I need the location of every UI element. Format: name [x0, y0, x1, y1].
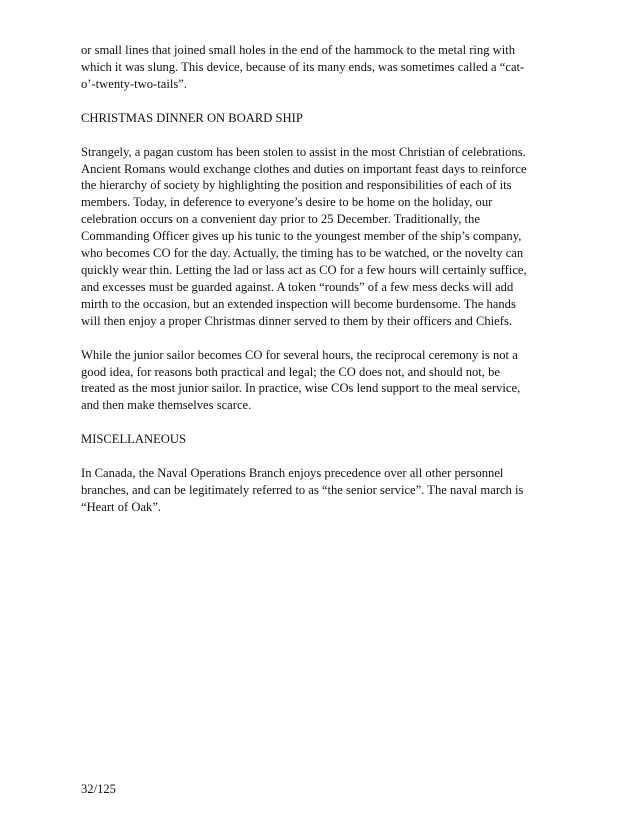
page-number: 32/125 — [81, 782, 116, 796]
paragraph-line: quickly wear thin. Letting the lad or lass act as CO for a few hours will certainly suffice, — [81, 262, 527, 277]
section-heading-christmas-dinner: CHRISTMAS DINNER ON BOARD SHIP — [81, 110, 303, 125]
paragraph-line: mirth to the occasion, but an extended inspection will become burdensome. The hands — [81, 296, 516, 311]
christmas-paragraph-2 — [81, 347, 551, 415]
intro-line-1: or small lines that joined small holes in the end of the hammock to the metal ring with — [81, 43, 516, 57]
paragraph-line: and excesses must be guarded against. A token “rounds” of a few mess decks will add — [81, 279, 514, 294]
paragraph-line: Strangely, a pagan custom has been stolen to assist in the most Christian of celebrations. — [81, 144, 526, 159]
document-page — [81, 42, 551, 533]
paragraph-line: Ancient Romans would exchange clothes and duties on important feast days to reinforce — [81, 161, 527, 176]
paragraph-line: good idea, for reasons both practical and legal; the CO does not, and should not, be — [81, 364, 500, 379]
paragraph-line: “Heart of Oak”. — [81, 499, 162, 514]
paragraph-line: celebration occurs on a convenient day prior to 25 December. Traditionally, the — [81, 212, 480, 227]
paragraph-line: While the junior sailor becomes CO for several hours, the reciprocal ceremony is not a — [81, 347, 518, 362]
paragraph-line: members. Today, in deference to everyone’s desire to be home on the holiday, our — [81, 195, 493, 210]
paragraph-line: the hierarchy of society by highlighting the position and responsibilities of each of its — [81, 178, 512, 193]
intro-line-2: which it was slung. This device, because of its many ends, was sometimes called a “cat- — [81, 59, 525, 74]
christmas-paragraph-1 — [81, 144, 551, 330]
paragraph-line: In Canada, the Naval Operations Branch enjoys precedence over all other personnel — [81, 466, 504, 481]
intro-line-3: o’-twenty-two-tails”. — [81, 76, 187, 91]
miscellaneous-paragraph — [81, 465, 551, 516]
paragraph-line: will then enjoy a proper Christmas dinner served to them by their officers and Chiefs. — [81, 313, 512, 328]
paragraph-line: Commanding Officer gives up his tunic to the youngest member of the ship’s company, — [81, 229, 522, 244]
paragraph-line: and then make themselves scarce. — [81, 398, 252, 413]
intro-paragraph — [81, 42, 551, 93]
section-heading-miscellaneous: MISCELLANEOUS — [81, 432, 186, 447]
paragraph-line: who becomes CO for the day. Actually, the timing has to be watched, or the novelty can — [81, 246, 524, 261]
paragraph-line: treated as the most junior sailor. In practice, wise COs lend support to the meal service, — [81, 381, 521, 396]
paragraph-line: branches, and can be legitimately referred to as “the senior service”. The naval march is — [81, 483, 524, 498]
